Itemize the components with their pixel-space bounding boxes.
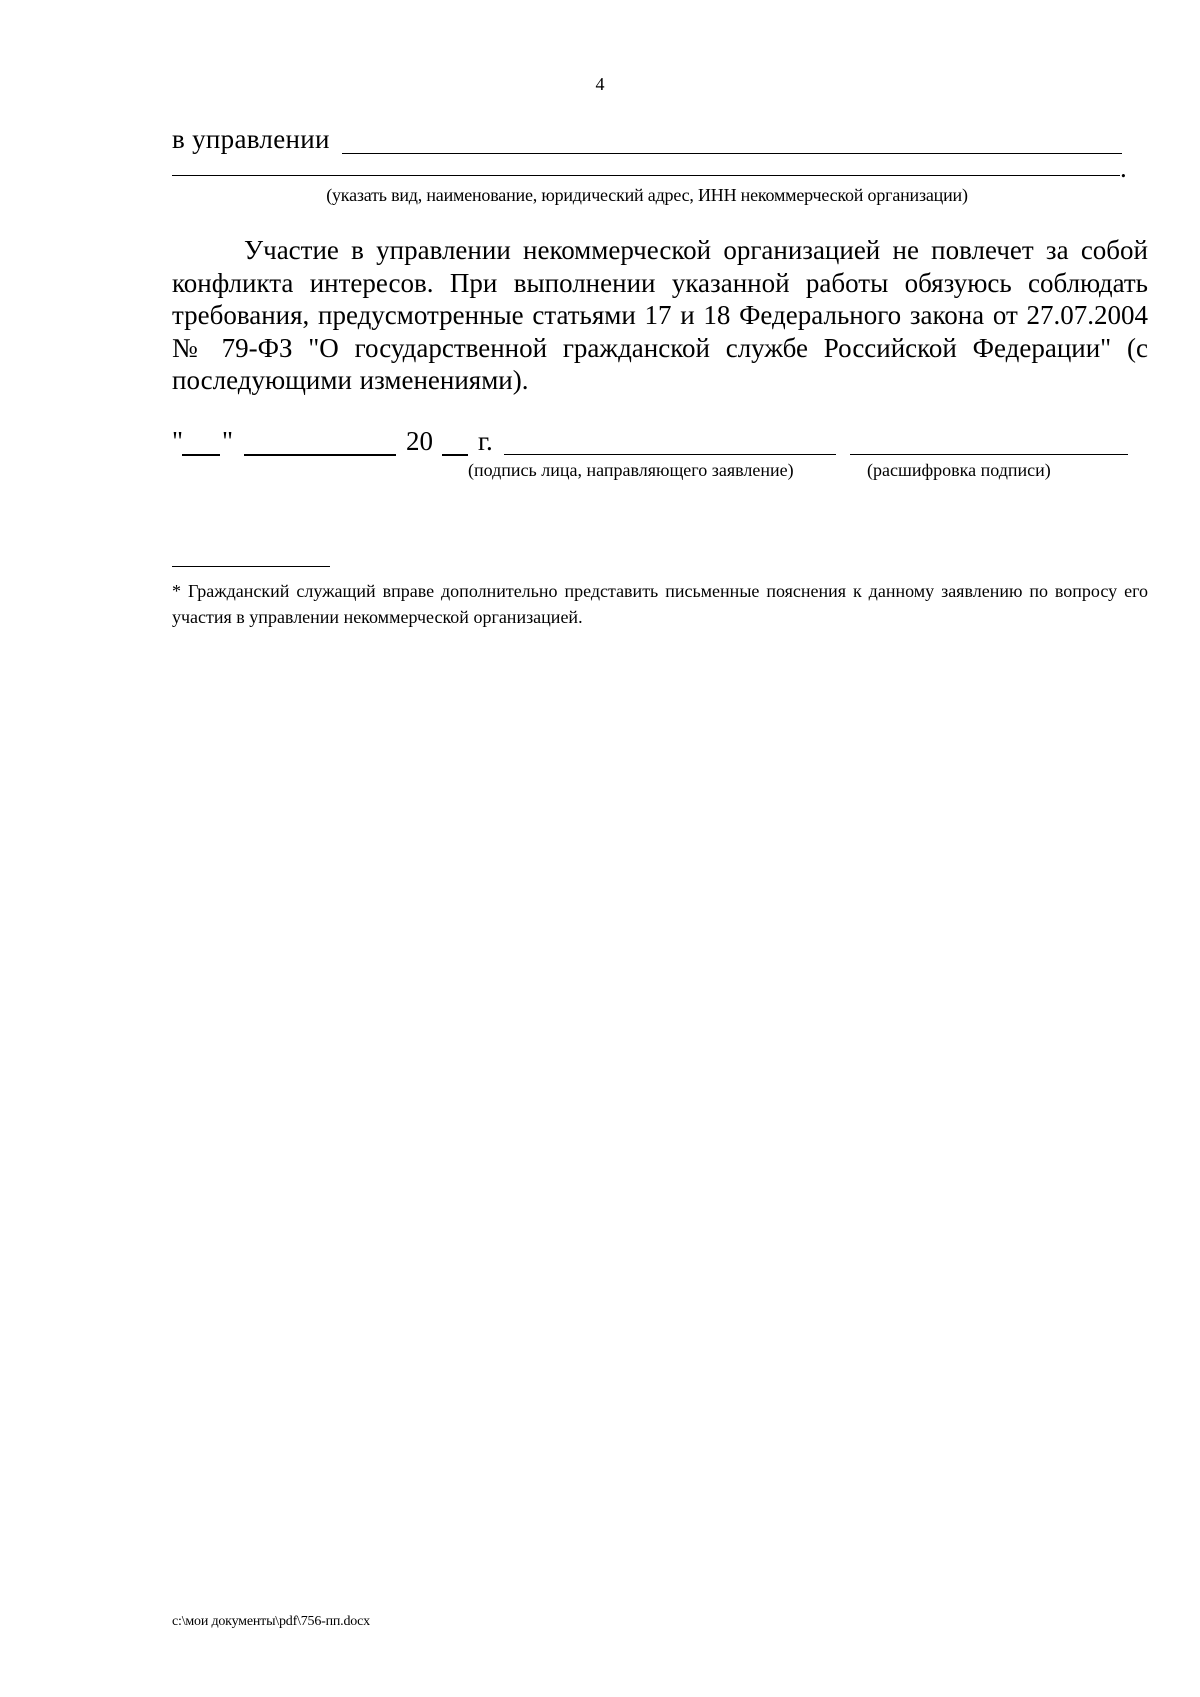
signature-blank bbox=[504, 454, 836, 455]
signature-decryption-blank bbox=[850, 454, 1128, 455]
year-suffix: г. bbox=[478, 426, 493, 456]
month-blank bbox=[244, 454, 396, 456]
file-path-footer: c:\мои документы\pdf\756-пп.docx bbox=[172, 1614, 370, 1629]
signature-caption: (подпись лица, направляющего заявление) bbox=[468, 460, 794, 480]
page-number: 4 bbox=[595, 74, 605, 94]
organization-blank-line bbox=[342, 153, 1122, 154]
organization-field-label: в управлении bbox=[172, 124, 330, 154]
statement-paragraph: Участие в управлении некоммерческой организацией не повлечет за собой конфликта интересов. При выполнении указанной работы обязуюсь соблюдать требования, предусмотренные статьями 17 и 18 Федерального закона от 27.07.2004 № 79-ФЗ "О государственной гражданской службе Российской Федерации" (с последующими изменениями). bbox=[172, 235, 1148, 395]
organization-blank-line-2 bbox=[172, 175, 1120, 176]
date-quote-close: " bbox=[222, 426, 234, 456]
day-blank bbox=[182, 454, 220, 456]
decryption-caption: (расшифровка подписи) bbox=[867, 460, 1051, 480]
year-prefix: 20 bbox=[406, 426, 433, 456]
organization-line-period: . bbox=[1120, 153, 1127, 183]
date-quote-open: " bbox=[172, 426, 184, 456]
footnote: * Гражданский служащий вправе дополнительно представить письменные пояснения к данному заявлению по вопросу его участия в управлении некоммерческой организацией. bbox=[172, 581, 1148, 627]
organization-field-line bbox=[172, 118, 1122, 152]
organization-field-line-continued bbox=[172, 153, 1132, 185]
year-blank bbox=[442, 454, 468, 456]
footnote-separator bbox=[172, 566, 330, 567]
organization-field-caption: (указать вид, наименование, юридический адрес, ИНН некоммерческой организации) bbox=[326, 185, 968, 205]
